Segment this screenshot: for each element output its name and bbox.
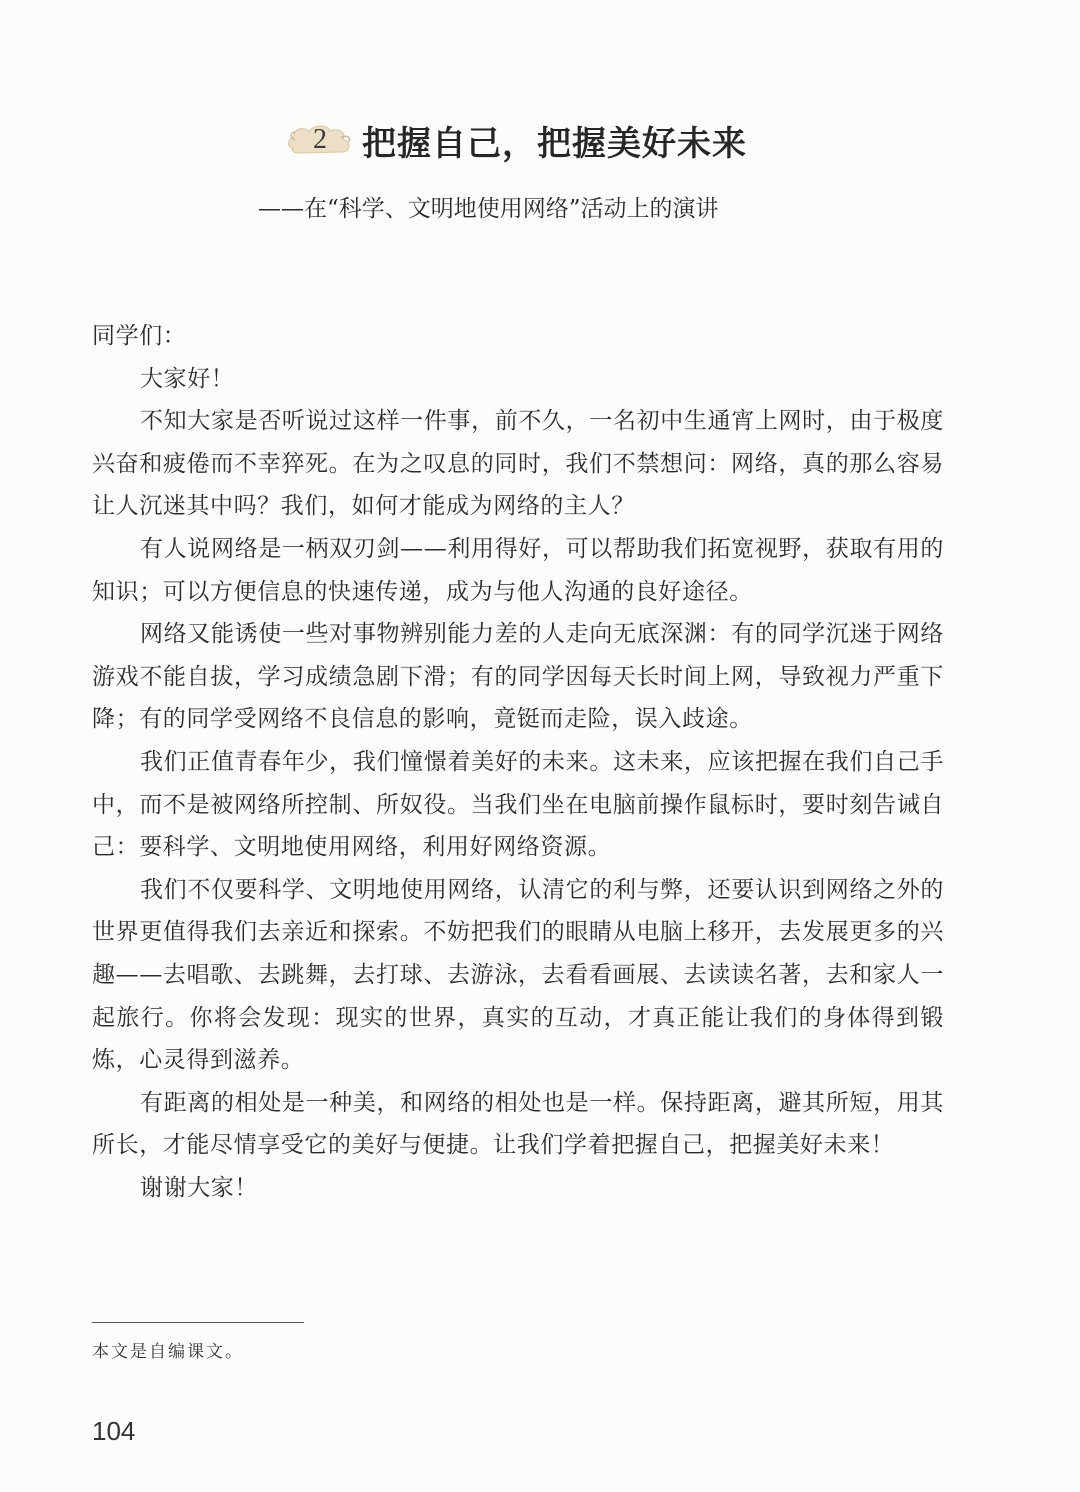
paragraph: 大家好！: [140, 365, 235, 392]
paragraph: 不知大家是否听说过这样一件事，前不久，一名初中生通宵上网时，由于极度兴奋和疲倦而不幸猝死。在为之叹息的同时，我们不禁想问：网络，真的那么容易让人沉迷其中吗？我们，如何才能成为网络的主人？: [92, 408, 944, 520]
lesson-subtitle: ——在“科学、文明地使用网络”活动上的演讲: [258, 196, 719, 222]
lesson-number-badge: [285, 118, 355, 164]
salutation: 同学们：: [92, 323, 187, 349]
page-number: 104: [92, 1416, 136, 1446]
speech-body: [92, 315, 944, 1209]
paragraph: 网络又能诱使一些对事物辨别能力差的人走向无底深渊：有的同学沉迷于网络游戏不能自拔，学习成绩急剧下滑；有的同学因每天长时间上网，导致视力严重下降；有的同学受网络不良信息的影响，竟铤而走险，误入歧途。: [92, 621, 944, 733]
paragraph: 谢谢大家！: [140, 1174, 258, 1201]
paragraph: 我们正值青春年少，我们憧憬着美好的未来。这未来，应该把握在我们自己手中，而不是被网络所控制、所奴役。当我们坐在电脑前操作鼠标时，要时刻告诫自己：要科学、文明地使用网络，利用好网络资源。: [92, 748, 944, 861]
lesson-number: 2: [313, 124, 327, 155]
footnote: 本文是自编课文。: [92, 1342, 244, 1362]
lesson-title: 把握自己，把握美好未来: [362, 124, 747, 164]
paragraph: 有人说网络是一柄双刃剑——利用得好，可以帮助我们拓宽视野，获取有用的知识；可以方便信息的快速传递，成为与他人沟通的良好途径。: [92, 535, 944, 605]
paragraph: 我们不仅要科学、文明地使用网络，认清它的利与弊，还要认识到网络之外的世界更值得我们去亲近和探索。不妨把我们的眼睛从电脑上移开，去发展更多的兴趣——去唱歌、去跳舞，去打球、去游泳，去看看画展、去读读名著，去和家人一起旅行。你将会发现：现实的世界，真实的互动，才真正能让我们的身体得到锻炼，心灵得到滋养。: [92, 876, 944, 1074]
lesson-heading: [0, 112, 1080, 176]
paragraph: 有距离的相处是一种美，和网络的相处也是一样。保持距离，避其所短，用其所长，才能尽情享受它的美好与便捷。让我们学着把握自己，把握美好未来！: [92, 1089, 944, 1159]
footnote-divider: [92, 1322, 304, 1323]
